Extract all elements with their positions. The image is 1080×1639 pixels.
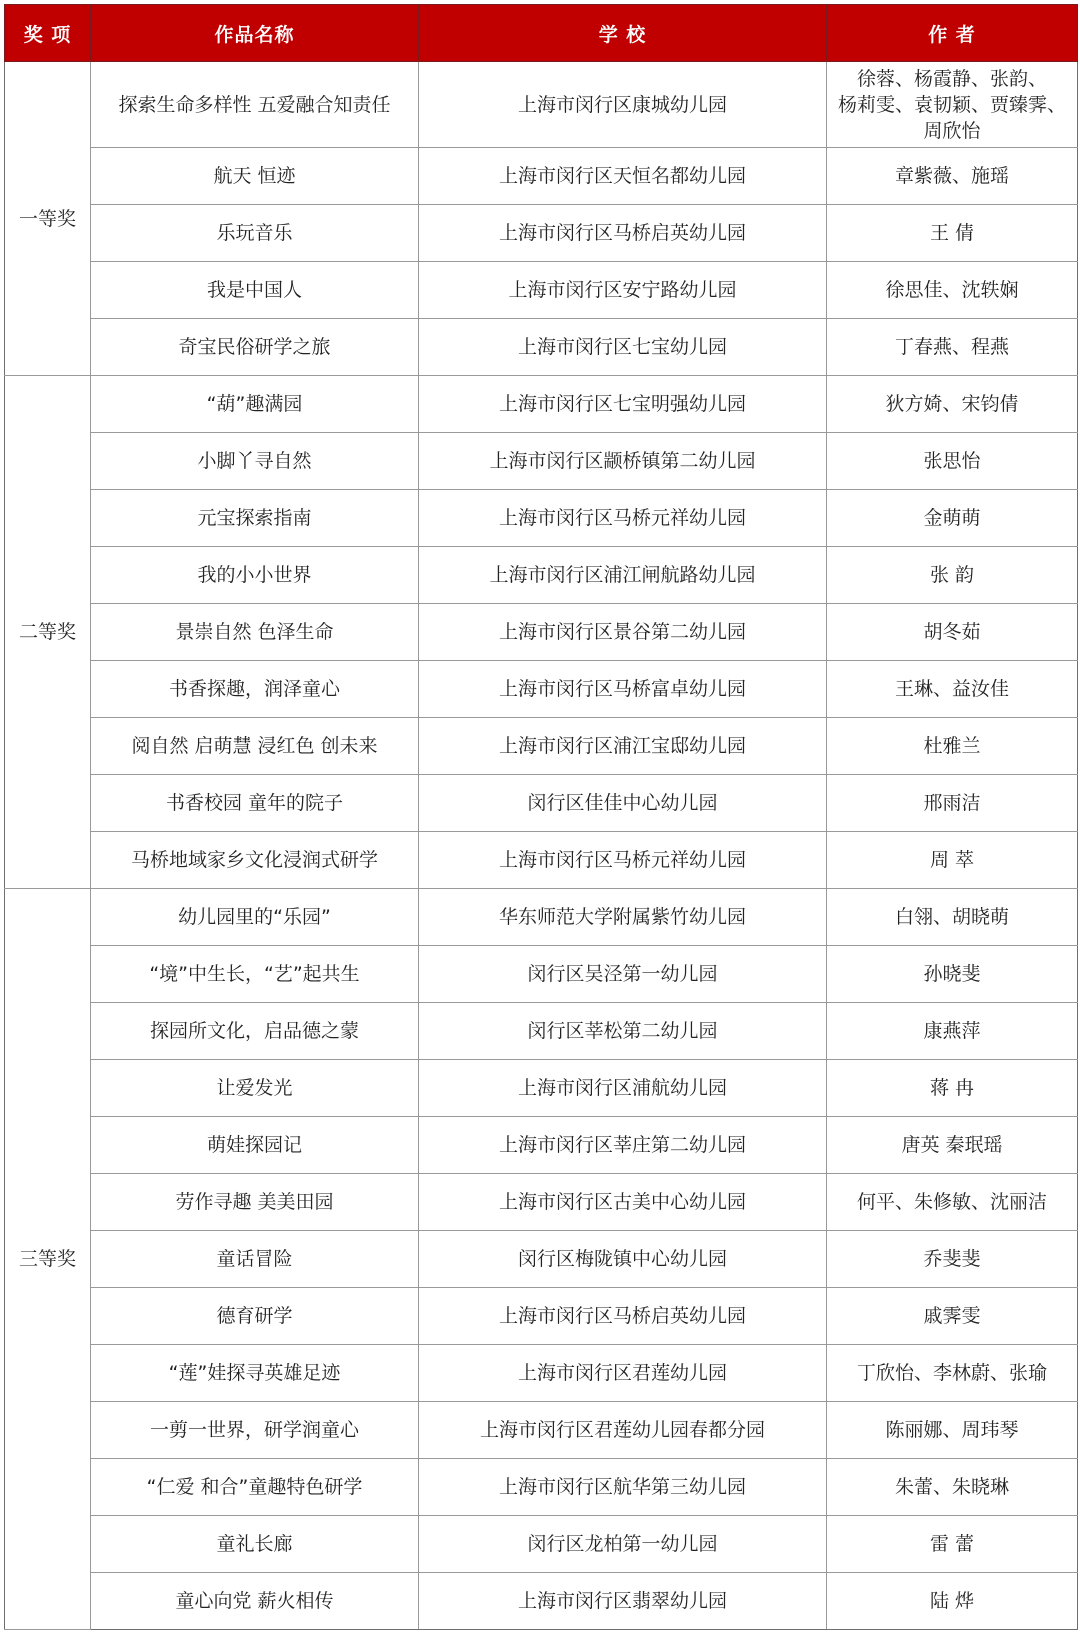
school-cell: 上海市闵行区浦江宝邸幼儿园 — [419, 718, 827, 775]
header-award: 奖 项 — [5, 5, 91, 62]
school-cell: 上海市闵行区康城幼儿园 — [419, 62, 827, 148]
school-cell: 上海市闵行区天恒名都幼儿园 — [419, 148, 827, 205]
school-cell: 上海市闵行区浦航幼儿园 — [419, 1060, 827, 1117]
school-cell: 上海市闵行区安宁路幼儿园 — [419, 262, 827, 319]
author-cell: 狄方婍、宋钧倩 — [827, 376, 1078, 433]
work-name-cell: 我是中国人 — [91, 262, 419, 319]
author-cell: 章紫薇、施瑶 — [827, 148, 1078, 205]
author-cell: 周 萃 — [827, 832, 1078, 889]
work-name-cell: “仁爱 和合”童趣特色研学 — [91, 1459, 419, 1516]
table-row — [5, 1345, 1078, 1402]
work-name-cell: 童礼长廊 — [91, 1516, 419, 1573]
author-cell: 邢雨洁 — [827, 775, 1078, 832]
table-row — [5, 1402, 1078, 1459]
school-cell: 闵行区莘松第二幼儿园 — [419, 1003, 827, 1060]
table-row — [5, 1459, 1078, 1516]
awards-body — [5, 62, 1078, 1630]
author-cell: 何平、朱修敏、沈丽洁 — [827, 1174, 1078, 1231]
work-name-cell: 我的小小世界 — [91, 547, 419, 604]
work-name-cell: 一剪一世界，研学润童心 — [91, 1402, 419, 1459]
award-level-cell: 三等奖 — [5, 889, 91, 1630]
work-name-cell: 让爱发光 — [91, 1060, 419, 1117]
table-row — [5, 1288, 1078, 1345]
school-cell: 闵行区吴泾第一幼儿园 — [419, 946, 827, 1003]
school-cell: 上海市闵行区七宝明强幼儿园 — [419, 376, 827, 433]
work-name-cell: 萌娃探园记 — [91, 1117, 419, 1174]
table-row — [5, 490, 1078, 547]
author-cell: 张 韵 — [827, 547, 1078, 604]
table-row — [5, 889, 1078, 946]
table-row — [5, 433, 1078, 490]
school-cell: 上海市闵行区航华第三幼儿园 — [419, 1459, 827, 1516]
table-row — [5, 604, 1078, 661]
work-name-cell: “境”中生长，“艺”起共生 — [91, 946, 419, 1003]
work-name-cell: 探园所文化，启品德之蒙 — [91, 1003, 419, 1060]
table-row — [5, 946, 1078, 1003]
table-row — [5, 661, 1078, 718]
work-name-cell: 景崇自然 色泽生命 — [91, 604, 419, 661]
author-cell: 徐蓉、杨霞静、张韵、 杨莉雯、袁韧颖、贾臻霁、 周欣怡 — [827, 62, 1078, 148]
table-row — [5, 1003, 1078, 1060]
author-cell: 张思怡 — [827, 433, 1078, 490]
school-cell: 上海市闵行区马桥富卓幼儿园 — [419, 661, 827, 718]
school-cell: 上海市闵行区君莲幼儿园 — [419, 1345, 827, 1402]
work-name-cell: 马桥地域家乡文化浸润式研学 — [91, 832, 419, 889]
school-cell: 上海市闵行区颛桥镇第二幼儿园 — [419, 433, 827, 490]
award-level-cell: 二等奖 — [5, 376, 91, 889]
school-cell: 闵行区梅陇镇中心幼儿园 — [419, 1231, 827, 1288]
work-name-cell: 童话冒险 — [91, 1231, 419, 1288]
author-cell: 陈丽娜、周玮琴 — [827, 1402, 1078, 1459]
school-cell: 华东师范大学附属紫竹幼儿园 — [419, 889, 827, 946]
table-row — [5, 148, 1078, 205]
work-name-cell: 童心向党 薪火相传 — [91, 1573, 419, 1630]
author-cell: 蒋 冉 — [827, 1060, 1078, 1117]
table-row — [5, 376, 1078, 433]
school-cell: 上海市闵行区景谷第二幼儿园 — [419, 604, 827, 661]
author-cell: 白翎、胡晓萌 — [827, 889, 1078, 946]
school-cell: 上海市闵行区马桥元祥幼儿园 — [419, 832, 827, 889]
author-cell: 胡冬茹 — [827, 604, 1078, 661]
work-name-cell: “莲”娃探寻英雄足迹 — [91, 1345, 419, 1402]
author-cell: 陆 烨 — [827, 1573, 1078, 1630]
work-name-cell: 阅自然 启萌慧 浸红色 创未来 — [91, 718, 419, 775]
author-cell: 徐思佳、沈轶娴 — [827, 262, 1078, 319]
author-cell: 金萌萌 — [827, 490, 1078, 547]
school-cell: 上海市闵行区马桥元祥幼儿园 — [419, 490, 827, 547]
header-school: 学 校 — [419, 5, 827, 62]
header-work: 作品名称 — [91, 5, 419, 62]
work-name-cell: 德育研学 — [91, 1288, 419, 1345]
table-row — [5, 262, 1078, 319]
school-cell: 闵行区佳佳中心幼儿园 — [419, 775, 827, 832]
table-row — [5, 319, 1078, 376]
author-cell: 王琳、益汝佳 — [827, 661, 1078, 718]
school-cell: 上海市闵行区翡翠幼儿园 — [419, 1573, 827, 1630]
table-row — [5, 1060, 1078, 1117]
school-cell: 上海市闵行区马桥启英幼儿园 — [419, 1288, 827, 1345]
author-cell: 康燕萍 — [827, 1003, 1078, 1060]
school-cell: 上海市闵行区古美中心幼儿园 — [419, 1174, 827, 1231]
table-row — [5, 62, 1078, 148]
author-cell: 雷 蕾 — [827, 1516, 1078, 1573]
author-cell: 唐英 秦珉瑶 — [827, 1117, 1078, 1174]
work-name-cell: 书香探趣，润泽童心 — [91, 661, 419, 718]
table-row — [5, 1231, 1078, 1288]
work-name-cell: 探索生命多样性 五爱融合知责任 — [91, 62, 419, 148]
table-row — [5, 832, 1078, 889]
work-name-cell: 劳作寻趣 美美田园 — [91, 1174, 419, 1231]
work-name-cell: 奇宝民俗研学之旅 — [91, 319, 419, 376]
table-row — [5, 1117, 1078, 1174]
table-row — [5, 1573, 1078, 1630]
award-level-cell: 一等奖 — [5, 62, 91, 376]
header-author: 作 者 — [827, 5, 1078, 62]
author-cell: 丁春燕、程燕 — [827, 319, 1078, 376]
work-name-cell: “葫”趣满园 — [91, 376, 419, 433]
school-cell: 上海市闵行区七宝幼儿园 — [419, 319, 827, 376]
author-cell: 朱蕾、朱晓琳 — [827, 1459, 1078, 1516]
work-name-cell: 幼儿园里的“乐园” — [91, 889, 419, 946]
work-name-cell: 书香校园 童年的院子 — [91, 775, 419, 832]
header-row — [5, 5, 1078, 62]
author-cell: 孙晓斐 — [827, 946, 1078, 1003]
work-name-cell: 元宝探索指南 — [91, 490, 419, 547]
author-cell: 杜雅兰 — [827, 718, 1078, 775]
work-name-cell: 小脚丫寻自然 — [91, 433, 419, 490]
table-row — [5, 1174, 1078, 1231]
table-row — [5, 775, 1078, 832]
author-cell: 乔斐斐 — [827, 1231, 1078, 1288]
author-cell: 丁欣怡、李林蔚、张瑜 — [827, 1345, 1078, 1402]
table-row — [5, 205, 1078, 262]
table-row — [5, 718, 1078, 775]
school-cell: 上海市闵行区浦江闸航路幼儿园 — [419, 547, 827, 604]
table-row — [5, 1516, 1078, 1573]
school-cell: 上海市闵行区莘庄第二幼儿园 — [419, 1117, 827, 1174]
work-name-cell: 乐玩音乐 — [91, 205, 419, 262]
author-cell: 戚霁雯 — [827, 1288, 1078, 1345]
school-cell: 上海市闵行区君莲幼儿园春都分园 — [419, 1402, 827, 1459]
work-name-cell: 航天 恒迹 — [91, 148, 419, 205]
table-row — [5, 547, 1078, 604]
awards-table — [4, 4, 1078, 1630]
school-cell: 闵行区龙柏第一幼儿园 — [419, 1516, 827, 1573]
school-cell: 上海市闵行区马桥启英幼儿园 — [419, 205, 827, 262]
author-cell: 王 倩 — [827, 205, 1078, 262]
